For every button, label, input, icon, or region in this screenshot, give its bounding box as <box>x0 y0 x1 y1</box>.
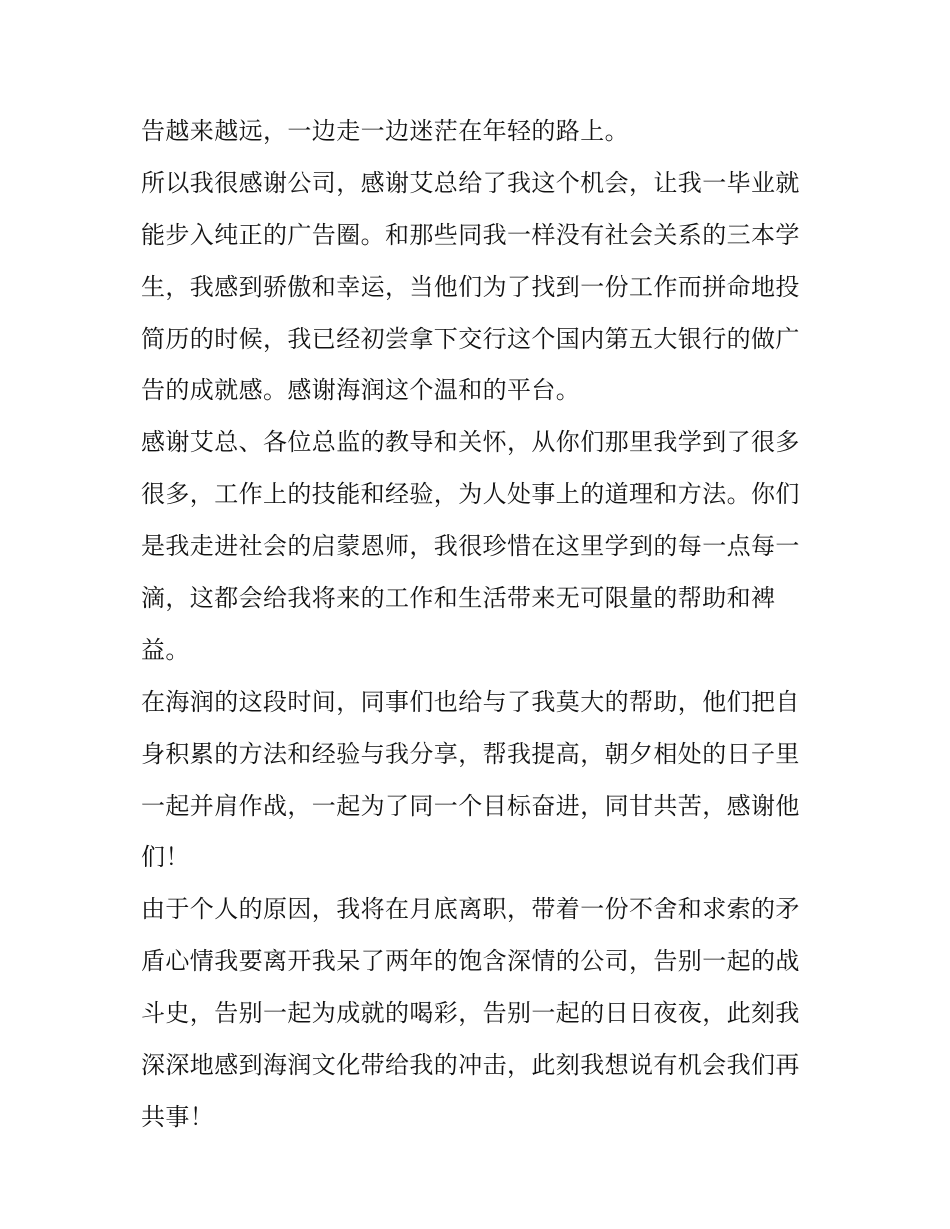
text-line: 告的成就感。感谢海润这个温和的平台。 <box>141 376 581 405</box>
text-line: 能步入纯正的广告圈。和那些同我一样没有社会关系的三本学 <box>141 220 800 249</box>
text-line: 身积累的方法和经验与我分享，帮我提高，朝夕相处的日子里 <box>141 739 800 768</box>
text-line: 盾心情我要离开我呆了两年的饱含深情的公司，告别一起的战 <box>141 947 800 976</box>
text-line: 深深地感到海润文化带给我的冲击，此刻我想说有机会我们再 <box>141 1051 800 1080</box>
text-line: 很多，工作上的技能和经验，为人处事上的道理和方法。你们 <box>141 480 800 509</box>
document-body <box>141 106 813 1144</box>
text-line: 所以我很感谢公司，感谢艾总给了我这个机会，让我一毕业就 <box>141 168 800 197</box>
text-line: 们！ <box>141 843 190 872</box>
text-line: 告越来越远，一边走一边迷茫在年轻的路上。 <box>141 117 629 145</box>
text-line: 益。 <box>141 635 190 664</box>
text-line: 共事！ <box>141 1102 215 1131</box>
text-line: 滴，这都会给我将来的工作和生活带来无可限量的帮助和裨 <box>141 584 776 613</box>
text-line: 由于个人的原因，我将在月底离职，带着一份不舍和求索的矛 <box>141 895 800 924</box>
text-line: 感谢艾总、各位总监的教导和关怀，从你们那里我学到了很多 <box>141 428 800 457</box>
text-line: 一起并肩作战，一起为了同一个目标奋进，同甘共苦，感谢他 <box>141 791 800 820</box>
text-line: 是我走进社会的启蒙恩师，我很珍惜在这里学到的每一点每一 <box>141 532 800 561</box>
text-line: 斗史，告别一起为成就的喝彩，告别一起的日日夜夜，此刻我 <box>141 999 800 1028</box>
text-line: 简历的时候，我已经初尝拿下交行这个国内第五大银行的做广 <box>141 324 800 353</box>
text-line: 生，我感到骄傲和幸运，当他们为了找到一份工作而拼命地投 <box>141 272 800 301</box>
text-line: 在海润的这段时间，同事们也给与了我莫大的帮助，他们把自 <box>141 687 800 716</box>
